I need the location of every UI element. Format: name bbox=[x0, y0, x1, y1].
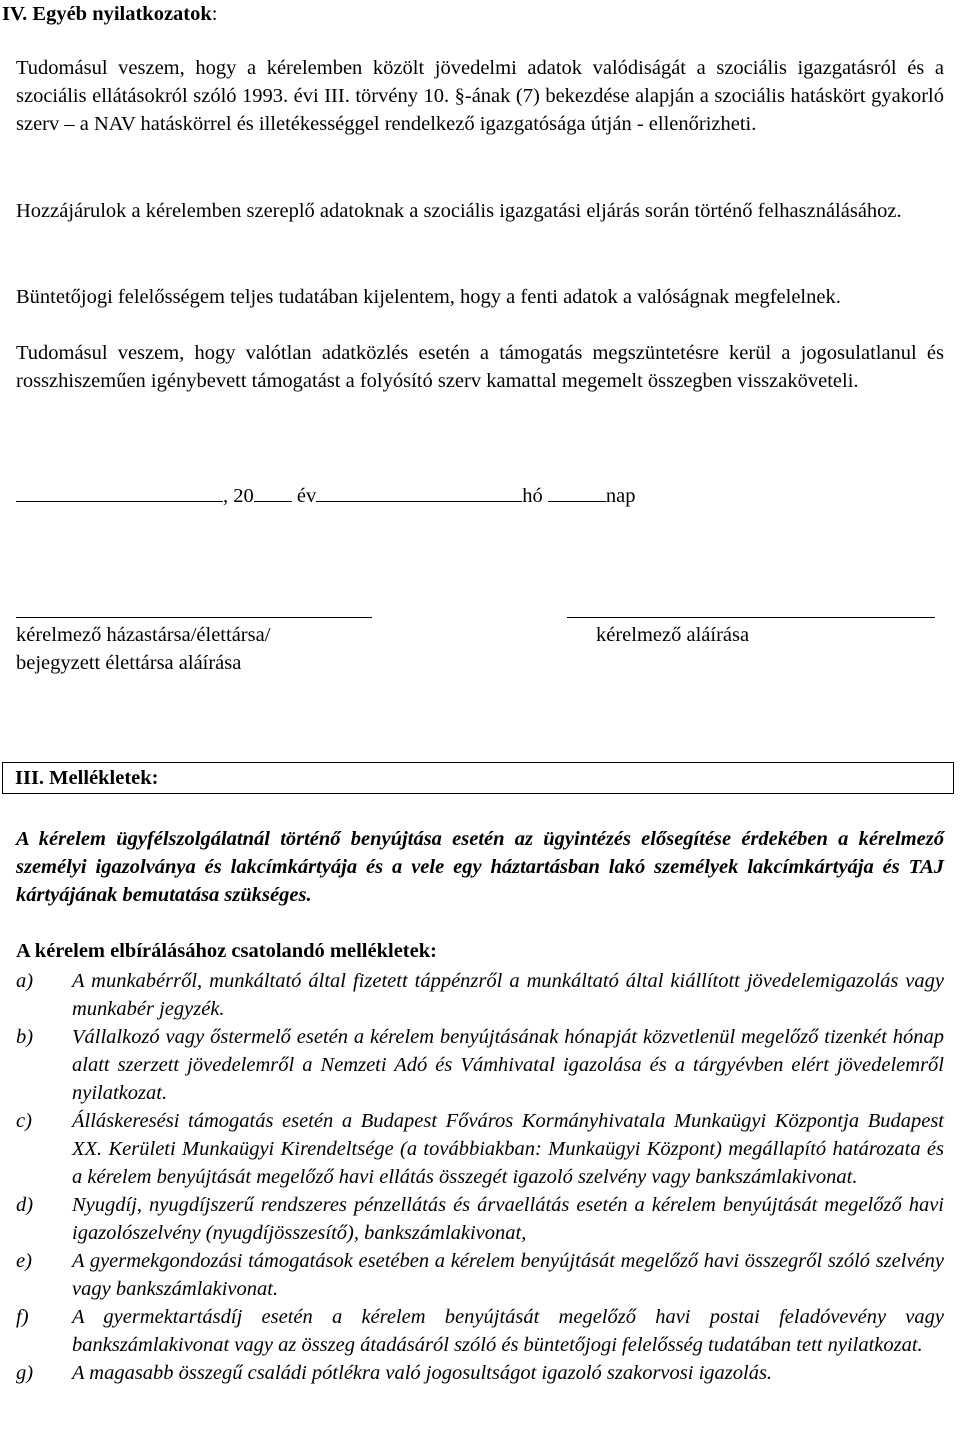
attachment-text: Álláskeresési támogatás esetén a Budapest Főváros Kormányhivatala Munkaügyi Központja Budapest XX. Kerületi Munkaügyi Kirendeltsége (a továbbiakban: Munkaügyi Központ) megállapító határozata és a kérelem benyújtását megelőző havi ellátás összegét igazoló szelvény vagy bankszámlakivonat. bbox=[72, 1110, 944, 1188]
day-blank[interactable] bbox=[548, 481, 606, 502]
paragraph-data-consent: Hozzájárulok a kérelemben szereplő adatoknak a szociális igazgatási eljárás során történő felhasználásához. bbox=[16, 200, 902, 222]
attachment-label: e) bbox=[16, 1250, 32, 1272]
attachment-label: f) bbox=[16, 1306, 29, 1328]
section-iv-colon: : bbox=[211, 3, 218, 25]
attachment-item-e bbox=[16, 1247, 944, 1303]
attachment-item-c bbox=[16, 1107, 944, 1191]
attachment-label: c) bbox=[16, 1110, 32, 1132]
paragraph-income-verification: Tudomásul veszem, hogy a kérelemben közölt jövedelmi adatok valódiságát a szociális igazgatásról és a szociális ellátásokról szóló 1993. évi III. törvény 10. §-ának (7) bekezdése alapján a szociális hatáskört gyakorló szerv – a NAV hatáskörrel és illetékességgel rendelkező igazgatósága útján - ellenőrizheti. bbox=[16, 57, 944, 135]
date-prefix: , 20 bbox=[223, 485, 254, 507]
attachment-text: A gyermektartásdíj esetén a kérelem benyújtását megelőző havi postai feladóvevény vagy bankszámlakivonat vagy az összeg átadásáról szóló és büntetőjogi felelősség tudatában tett nyilatkozat. bbox=[72, 1306, 944, 1356]
attachment-label: b) bbox=[16, 1026, 34, 1048]
attachment-item-b bbox=[16, 1023, 944, 1107]
applicant-signature-line[interactable] bbox=[567, 617, 935, 618]
section-iv-heading bbox=[2, 0, 958, 30]
attachment-text: Nyugdíj, nyugdíjszerű rendszeres pénzellátás és árvaellátás esetén a kérelem benyújtását megelőző havi igazolószelvény (nyugdíjösszesítő), bankszámlakivonat, bbox=[72, 1194, 944, 1244]
paragraph-criminal-liability: Büntetőjogi felelősségem teljes tudatában kijelentem, hogy a fenti adatok a valóságnak megfelelnek. bbox=[16, 286, 841, 308]
place-blank[interactable] bbox=[16, 481, 223, 502]
attachment-label: d) bbox=[16, 1194, 34, 1216]
attachment-item-d bbox=[16, 1191, 944, 1247]
section-iv-number: IV. bbox=[2, 3, 28, 25]
spouse-signature-label-1: kérelmező házastársa/élettársa/ bbox=[16, 624, 271, 646]
attachment-text: A munkabérről, munkáltató által fizetett táppénzről a munkáltató által kiállított jövedelemigazolás vagy munkabér jegyzék. bbox=[72, 970, 944, 1020]
year-blank[interactable] bbox=[254, 481, 292, 502]
attachment-label: g) bbox=[16, 1362, 34, 1384]
attachment-text: Vállalkozó vagy őstermelő esetén a kérelem benyújtásának hónapját közvetlenül megelőző tizenkét hónap alatt szerzett jövedelemről a Nemzeti Adó és Vámhivatal igazolása és a tárgyévben elért jövedelemről nyilatkozat. bbox=[72, 1026, 944, 1104]
attachments-title: A kérelem elbírálásához csatolandó mellékletek: bbox=[16, 940, 437, 962]
month-label: hó bbox=[522, 485, 543, 507]
section-iv-title: Egyéb nyilatkozatok bbox=[32, 3, 212, 25]
section-iii-title: III. Mellékletek: bbox=[15, 767, 159, 789]
notice-paragraph: A kérelem ügyfélszolgálatnál történő benyújtása esetén az ügyintézés elősegítése érdekében a kérelmező személyi igazolványa és lakcímkártyája és a vele egy háztartásban lakó személyek lakcímkártyája és TAJ kártyájának bemutatása szükséges. bbox=[16, 828, 944, 906]
attachment-item-g bbox=[16, 1359, 944, 1387]
attachment-label: a) bbox=[16, 970, 34, 992]
attachment-item-a bbox=[16, 967, 944, 1023]
month-number-blank[interactable] bbox=[316, 481, 522, 502]
attachments-list bbox=[16, 967, 944, 1387]
year-label: év bbox=[296, 485, 317, 507]
spouse-signature-label-2: bejegyzett élettársa aláírása bbox=[16, 652, 242, 674]
day-label: nap bbox=[605, 485, 636, 507]
attachment-text: A magasabb összegű családi pótlékra való jogosultságot igazoló szakorvosi igazolás. bbox=[72, 1362, 773, 1384]
paragraph-false-data: Tudomásul veszem, hogy valótlan adatközlés esetén a támogatás megszüntetésre kerül a jogosulatlanul és rosszhiszeműen igénybevett támogatást a folyósító szerv kamattal megemelt összegben visszaköveteli. bbox=[16, 342, 944, 392]
applicant-signature-label: kérelmező aláírása bbox=[596, 624, 750, 646]
section-iii-heading-box bbox=[2, 762, 954, 794]
attachment-text: A gyermekgondozási támogatások esetében a kérelem benyújtását megelőző havi összegről szóló szelvény vagy bankszámlakivonat. bbox=[72, 1250, 944, 1300]
attachment-item-f bbox=[16, 1303, 944, 1359]
spouse-signature-line[interactable] bbox=[16, 617, 372, 618]
date-place-line bbox=[16, 481, 635, 511]
